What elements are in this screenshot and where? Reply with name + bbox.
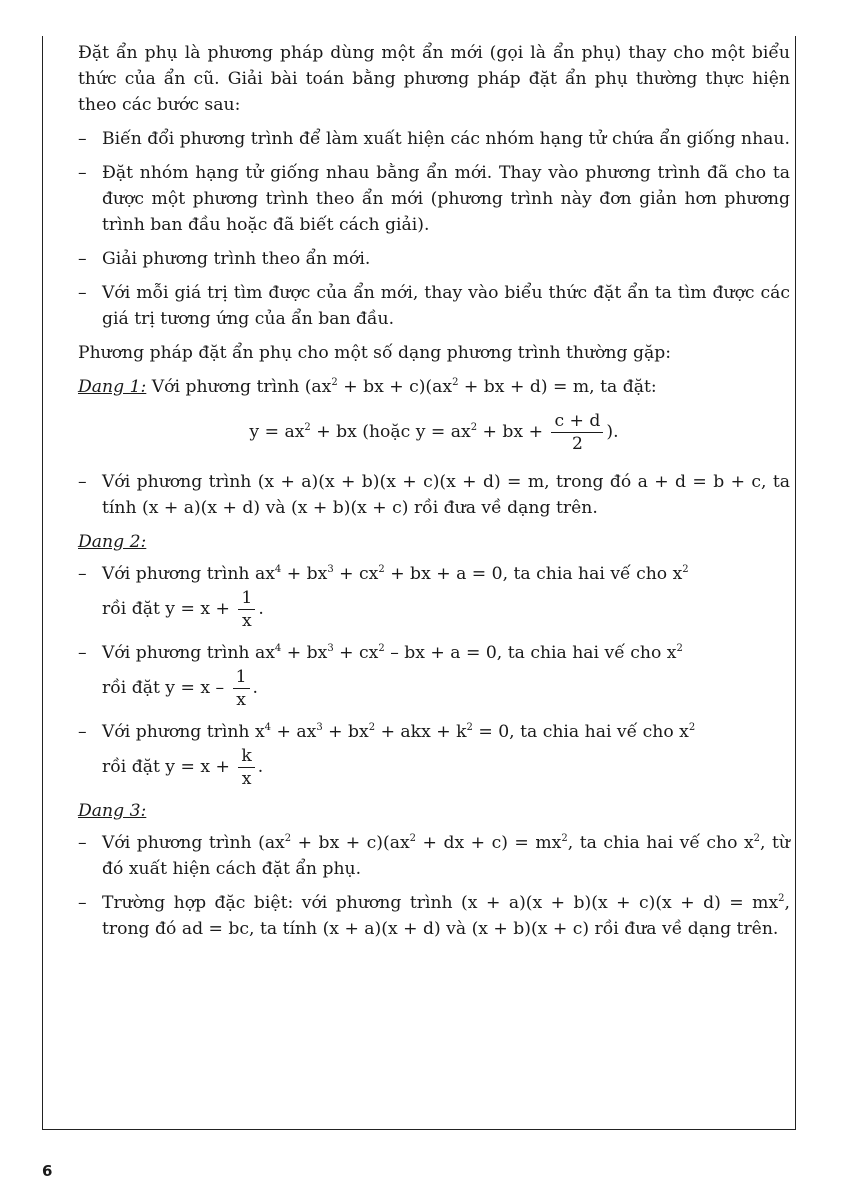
dang1-title: Dang 1: (78, 377, 147, 397)
step-item: – Giải phương trình theo ẩn mới. (78, 249, 371, 269)
step-item: – Biến đổi phương trình để làm xuất hiện các nhóm hạng tử chứa ẩn giống nhau. (78, 129, 790, 149)
dang2-title: Dang 2: (78, 532, 147, 552)
fraction: $\frac{c + d}{2}$ (551, 410, 603, 455)
dang3-item: – Với phương trình ($ax^2$ + bx + $c)(ax^2$ + dx + $c) = mx^2$, ta chia hai vế cho $x^2$, từ đó xuất hiện cách đặt ẩn phụ. (78, 833, 790, 879)
fraction: $\frac{1}{x}$ (238, 587, 255, 632)
dang1-equation: Dang 1: Với phương trình ($ax^2$ + bx + $c)(ax^2$ + bx + d) = m, ta đặt: (78, 377, 657, 397)
page-content (78, 40, 790, 950)
dang1-substitution: $y = ax^2$ + bx (hoặc $y = ax^2$ + bx + $\frac{c + d}{2}$ ). (249, 411, 619, 454)
dang2-item: – Với phương trình $x^4 + ax^3 + bx^2$ + akx + $k^2 = 0$, ta chia hai vế cho $x^2$ rồi đặt y = x + $\frac{k}{x}$ . (78, 722, 696, 789)
dang2-item: – Với phương trình $ax^4 + bx^3 + cx^2$ – bx + a = 0, ta chia hai vế cho $x^2$ rồi đặt y = x – $\frac{1}{x}$ . (78, 643, 683, 710)
dang3-item: – Trường hợp đặc biệt: với phương trình $(x + a)(x + b)(x + c)(x + d) = mx^2$, trong đó ad = bc, ta tính (x + a)(x + d) và (x + b)(x + c) rồi đưa về dạng trên. (78, 893, 790, 939)
step-item: – Đặt nhóm hạng tử giống nhau bằng ẩn mới. Thay vào phương trình đã cho ta được một phương trình theo ẩn mới (phương trình này đơn giản hơn phương trình ban đầu hoặc đã biết cách giải). (78, 163, 790, 235)
forms-intro: Phương pháp đặt ẩn phụ cho một số dạng phương trình thường gặp: (78, 343, 671, 363)
dang3-title: Dang 3: (78, 801, 147, 821)
fraction: $\frac{k}{x}$ (238, 745, 254, 790)
dang1-note: – Với phương trình (x + a)(x + b)(x + c)(x + d) = m, trong đó a + d = b + c, ta tính (x + a)(x + d) và (x + b)(x + c) rồi đưa về dạng trên. (78, 472, 790, 518)
dang2-item: – Với phương trình $ax^4 + bx^3 + cx^2$ + bx + a = 0, ta chia hai vế cho $x^2$ rồi đặt y = x + $\frac{1}{x}$ . (78, 564, 689, 631)
fraction: $\frac{1}{x}$ (233, 666, 250, 711)
step-item: – Với mỗi giá trị tìm được của ẩn mới, thay vào biểu thức đặt ẩn ta tìm được các giá trị tương ứng của ẩn ban đầu. (78, 283, 790, 329)
page-number: 6 (42, 1162, 53, 1180)
intro-paragraph: Đặt ẩn phụ là phương pháp dùng một ẩn mới (gọi là ẩn phụ) thay cho một biểu thức của ẩn cũ. Giải bài toán bằng phương pháp đặt ẩn phụ thường thực hiện theo các bước sau: (78, 43, 790, 115)
